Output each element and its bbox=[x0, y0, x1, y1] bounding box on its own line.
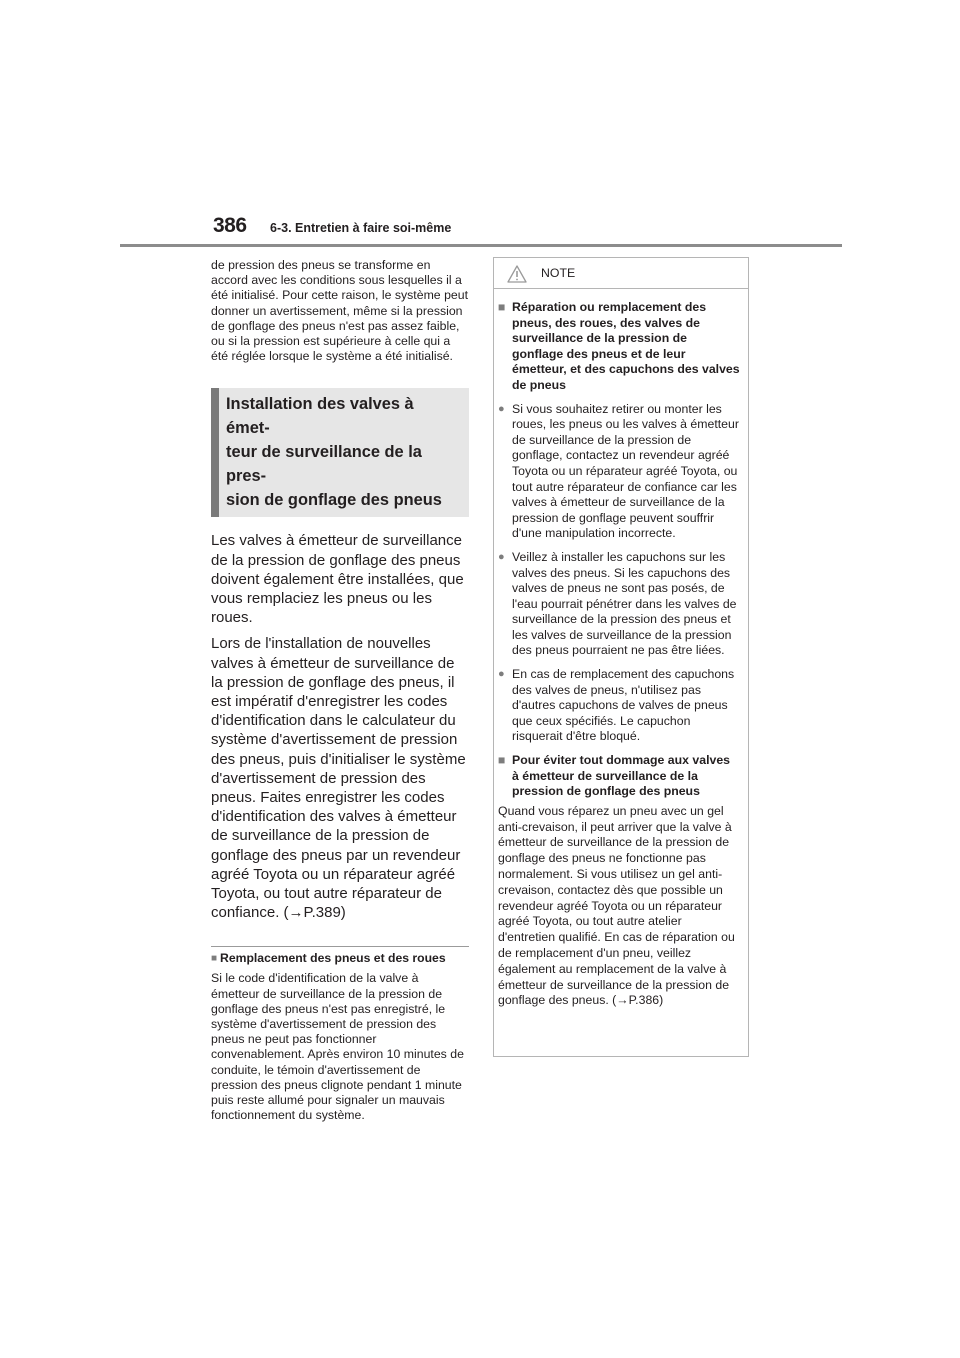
subsection-title-row bbox=[211, 950, 469, 967]
note-subheading-1 bbox=[498, 300, 740, 394]
note-bullet-3-text: En cas de remplacement des capuchons des valves de pneus, n'utilisez pas d'autres capuchons de valves de pneus que ceux spécifiés. Le capuchon risquerait d'être bloqué. bbox=[512, 667, 735, 744]
round-bullet-icon: ● bbox=[498, 402, 505, 415]
round-bullet-icon: ● bbox=[498, 550, 505, 563]
left-column bbox=[211, 258, 469, 1124]
note-bullet-3 bbox=[498, 667, 740, 745]
header-rule bbox=[120, 244, 842, 247]
subsection-body: Si le code d'identification de la valve à émetteur de surveillance de la pression de gonflage des pneus n'est pas enregistré, le système d'avertissement de pression des pneus ne peut pas fonctionner convenablement. Après environ 10 minutes de conduite, le témoin d'avertissement de pression des pneus clignote pendant 1 minute puis reste allumé pour signaler un mauvais fonctionnement du système. bbox=[211, 971, 464, 1123]
note-subheading-2 bbox=[498, 753, 740, 800]
note-subheading-2-text: Pour éviter tout dommage aux valves à émetteur de surveillance de la pression de gonflage des pneus bbox=[512, 753, 730, 799]
note-body-2: Quand vous réparez un pneu avec un gel anti-crevaison, il peut arriver que la valve à émetteur de surveillance de la pression de gonflage des pneus ne fonctionne pas normalement. Si vous utilisez un gel anti-crevaison, contactez dès que possible un revendeur agréé Toyota ou un réparateur agréé Toyota, ou tout autre atelier d'entretien qualifié. En cas de réparation ou de remplacement d'un pneu, veillez également au remplacement de la valve à émetteur de surveillance de la pression de gonflage des pneus. (→P.386) bbox=[498, 803, 735, 1008]
round-bullet-icon: ● bbox=[498, 668, 505, 681]
heading-line-3: sion de gonflage des pneus bbox=[226, 490, 442, 509]
square-bullet-icon: ■ bbox=[211, 953, 218, 965]
square-bullet-icon: ■ bbox=[498, 300, 506, 314]
note-bullet-1-text: Si vous souhaitez retirer ou monter les roues, les pneus ou les valves à émetteur de surveillance de la pression de gonflage, contactez un revendeur agréé Toyota ou un réparateur agréé Toyota, ou tout autre réparateur de confiance car les valves à émetteur de surveillance de la pression de gonflage peuvent souffrir d'une manipulation incorrecte. bbox=[512, 401, 739, 541]
intro-paragraph: de pression des pneus se transforme en accord avec les conditions sous lesquelles il a été initialisé. Pour cette raison, le système peut donner un avertissement, même si la pression de gonflage des pneus n'est pas assez faible, ou si la pression est supérieure à celle qui a été réglée lorsque le système a été initialisé. bbox=[211, 258, 468, 364]
heading-line-2: teur de surveillance de la pres- bbox=[226, 443, 422, 485]
subsection-title: Remplacement des pneus et des roues bbox=[220, 951, 446, 966]
body-paragraph-2: Lors de l'installation de nouvelles valves à émetteur de surveillance de la pression de gonflage des pneus, il est impératif d'enregistrer les codes d'identification dans le calculateur du système d'avertissement de pression des pneus, puis d'initialiser le système d'avertissement de pression des pneus. Faites enregistrer les codes d'identification des valves à émetteur de surveillance de la pression de gonflage des pneus par un revendeur agréé Toyota ou un réparateur agréé Toyota, ou tout autre réparateur de confiance. (→P.389) bbox=[211, 635, 466, 922]
note-header bbox=[494, 258, 748, 289]
subsection bbox=[211, 946, 469, 1123]
note-subheading-1-text: Réparation ou remplacement des pneus, des roues, des valves de surveillance de la pression de gonflage des pneus et de leur émetteur, et des capuchons des valves de pneus bbox=[512, 300, 740, 392]
note-content bbox=[494, 289, 748, 1009]
note-bullet-2-text: Veillez à installer les capuchons sur les valves des pneus. Si les capuchons des valves de pneus ne sont pas posés, de l'eau pourrait pénétrer dans les valves de surveillance de la pression des pneus et les valves de surveillance de la pression des pneus pourraient ne pas être liées. bbox=[512, 549, 737, 658]
section-title: 6-3. Entretien à faire soi-même bbox=[270, 221, 452, 235]
page-number: 386 bbox=[213, 214, 247, 237]
heading-line-1: Installation des valves à émet- bbox=[226, 395, 414, 438]
section-heading bbox=[211, 388, 469, 517]
note-label: NOTE bbox=[541, 266, 576, 280]
note-bullet-2 bbox=[498, 550, 740, 659]
square-bullet-icon: ■ bbox=[498, 753, 506, 768]
warning-triangle-icon bbox=[507, 265, 527, 283]
body-paragraph-1: Les valves à émetteur de surveillance de la pression de gonflage des pneus doivent également être installées, que vous remplaciez les pneus ou les roues. bbox=[211, 532, 464, 627]
note-box bbox=[493, 257, 749, 1057]
note-bullet-1 bbox=[498, 402, 740, 542]
